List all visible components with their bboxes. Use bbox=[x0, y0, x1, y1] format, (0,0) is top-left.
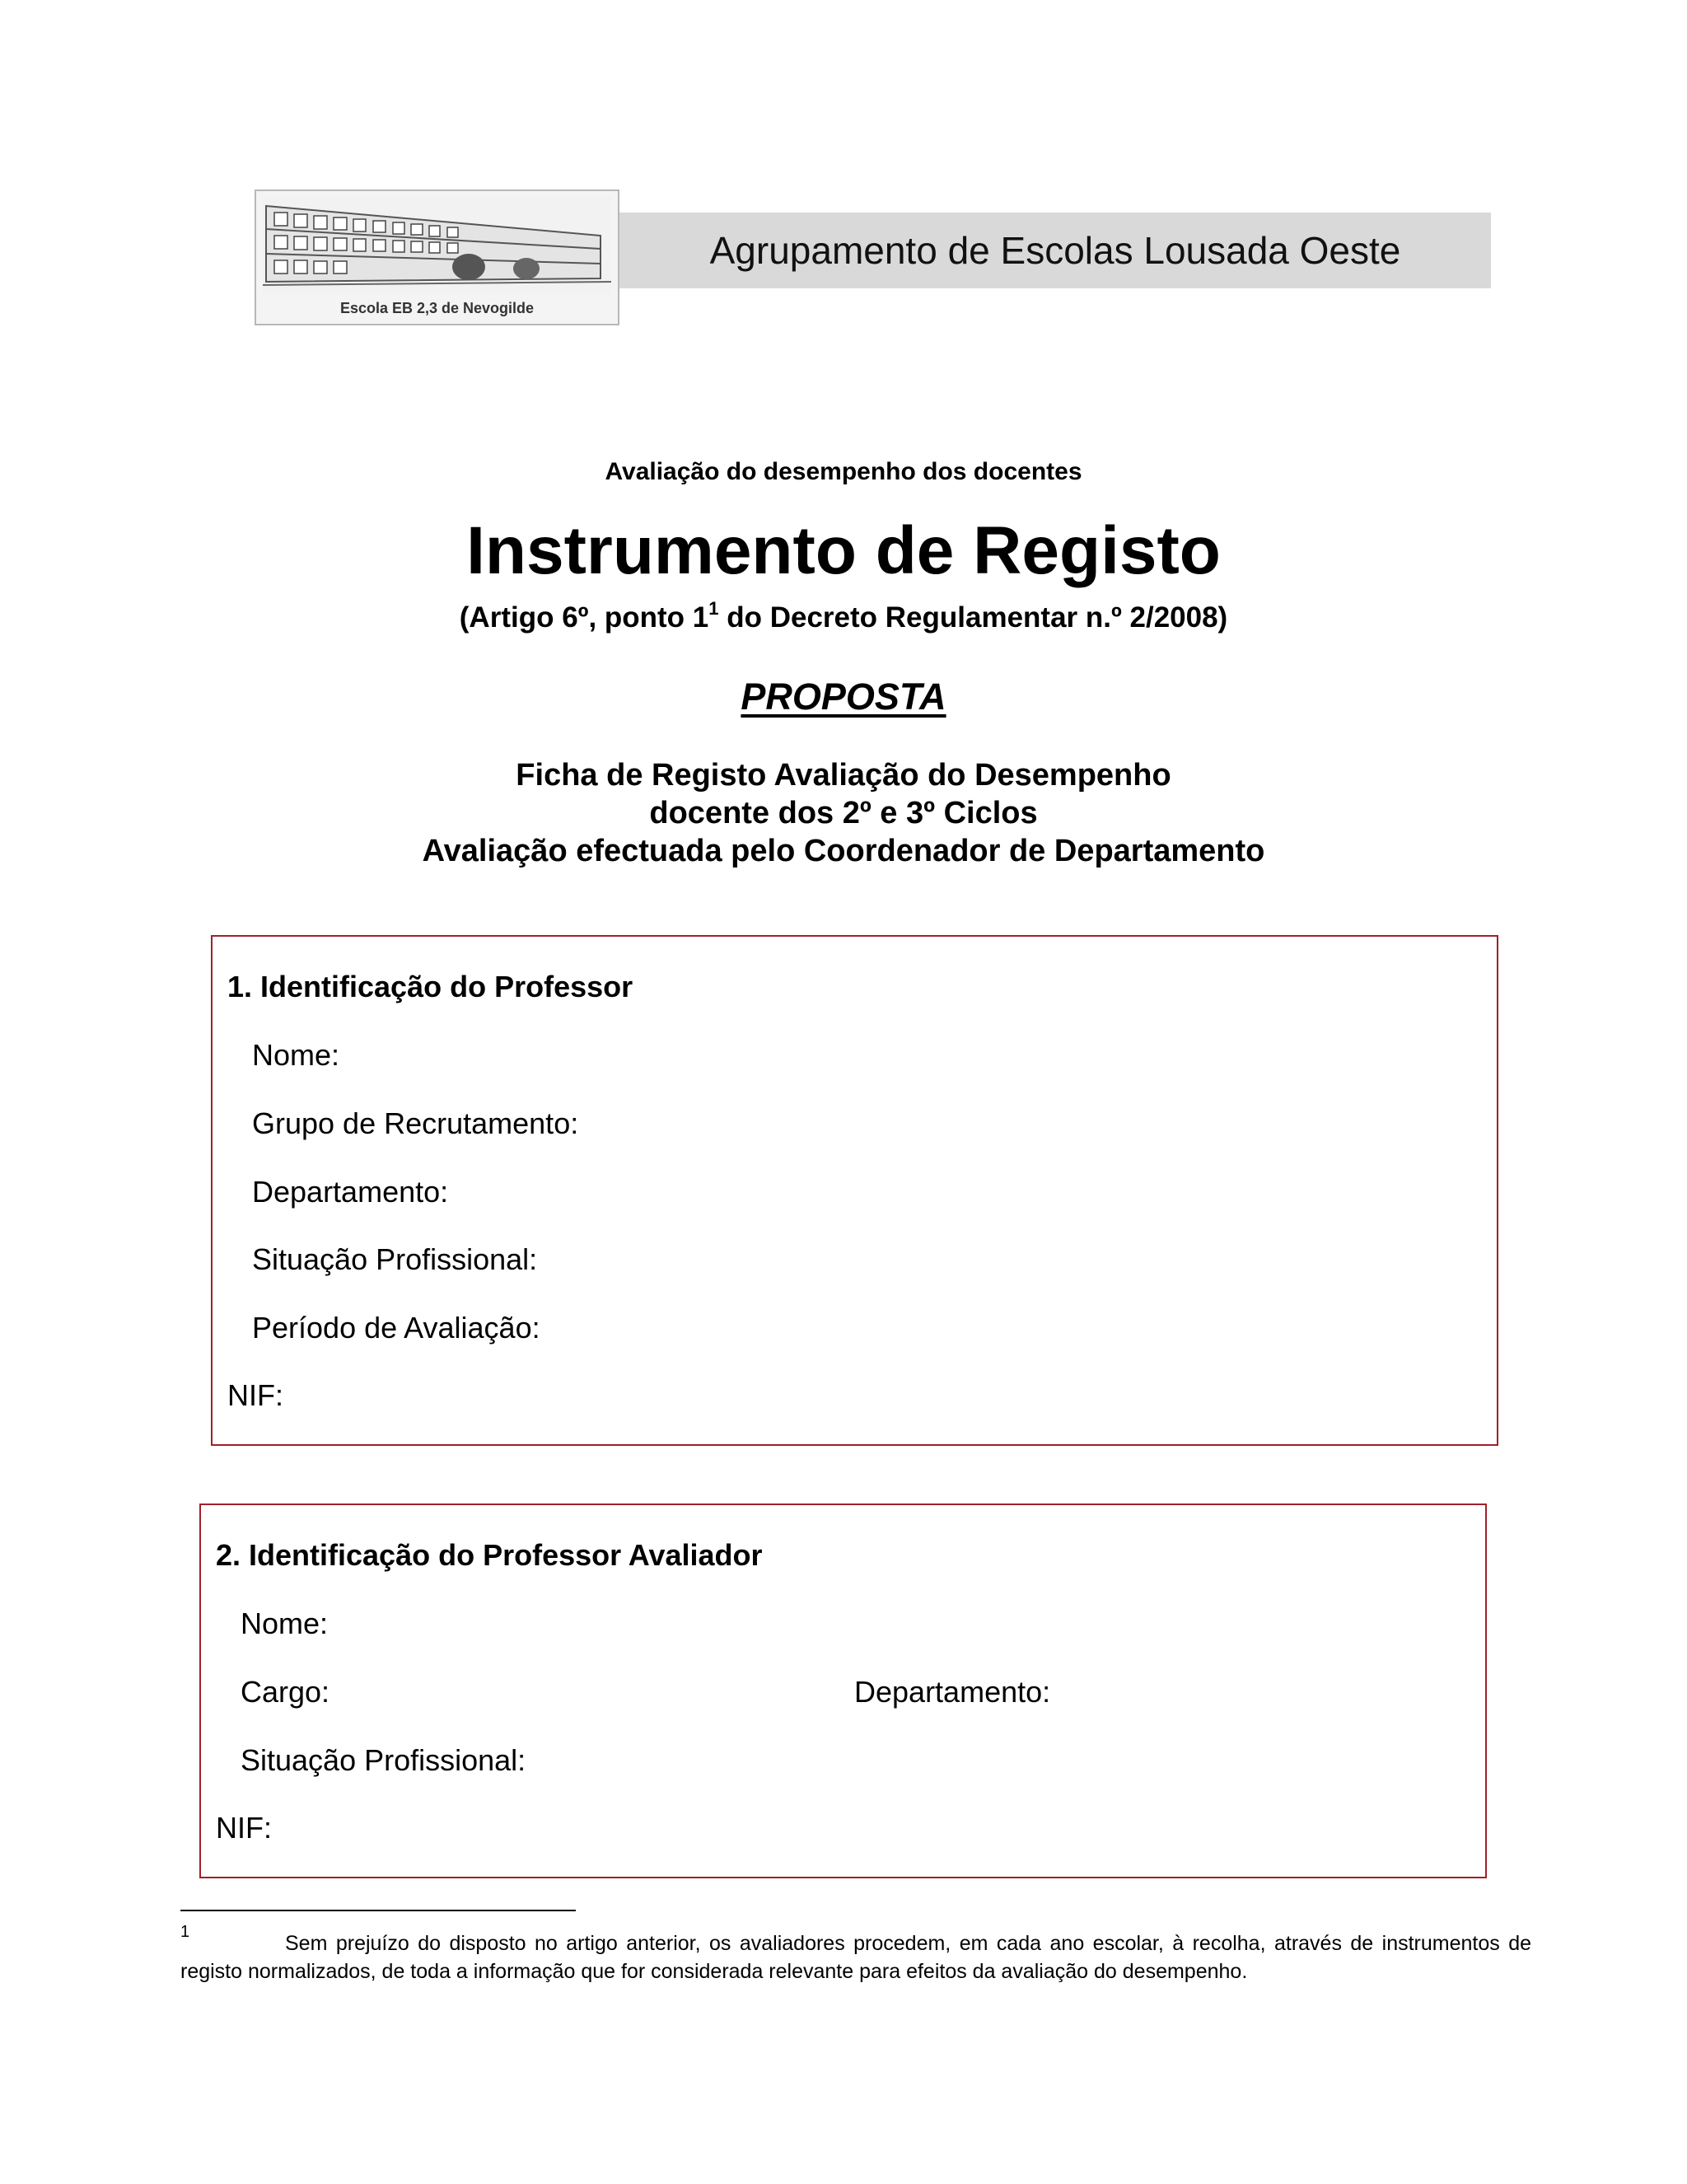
field-departamento-label: Departamento: bbox=[854, 1675, 1051, 1709]
legal-reference-suffix: do Decreto Regulamentar n.º 2/2008) bbox=[718, 601, 1228, 634]
organization-banner: Agrupamento de Escolas Lousada Oeste bbox=[619, 213, 1491, 288]
field-situacao-label: Situação Profissional: bbox=[252, 1242, 538, 1276]
logo-caption: Escola EB 2,3 de Nevogilde bbox=[339, 300, 535, 316]
sheet-title-line: Ficha de Registo Avaliação do Desempenho bbox=[516, 758, 1171, 793]
field-nome-label: Nome: bbox=[252, 1038, 340, 1072]
footnote-text: Sem prejuízo do disposto no artigo anterior, os avaliadores procedem, em cada ano escolar, à recolha, através de instrumentos de registo normalizados, de toda a informação que for considerada relevante para efeitos da avaliação do desempenho. bbox=[180, 1932, 1531, 1983]
page-title: Instrumento de Registo bbox=[466, 513, 1221, 588]
teacher-identification-section bbox=[211, 935, 1498, 1446]
field-grupo-label: Grupo de Recrutamento: bbox=[252, 1106, 579, 1140]
document-subject: Avaliação do desempenho dos docentes bbox=[605, 458, 1082, 485]
field-situacao-label: Situação Profissional: bbox=[241, 1743, 526, 1777]
field-cargo-label: Cargo: bbox=[241, 1675, 330, 1709]
sheet-title-line: docente dos 2º e 3º Ciclos bbox=[649, 796, 1038, 830]
evaluator-identification-section bbox=[199, 1504, 1487, 1878]
footnote-mark: 1 bbox=[708, 598, 719, 619]
legal-reference bbox=[0, 598, 1687, 634]
school-building-image bbox=[263, 196, 611, 295]
section-title: 2. Identificação do Professor Avaliador bbox=[216, 1538, 763, 1572]
sheet-title-line: Avaliação efectuada pelo Coordenador de Departamento bbox=[422, 834, 1265, 868]
section-title: 1. Identificação do Professor bbox=[227, 970, 633, 1003]
field-departamento-label: Departamento: bbox=[252, 1175, 449, 1209]
footnote-number: 1 bbox=[180, 1923, 190, 1941]
document-status: PROPOSTA bbox=[741, 676, 946, 718]
field-nif-label: NIF: bbox=[227, 1378, 283, 1412]
field-nome-label: Nome: bbox=[241, 1606, 329, 1640]
legal-reference-prefix: (Artigo 6º, ponto 1 bbox=[459, 601, 709, 634]
school-logo bbox=[255, 189, 619, 325]
field-nif-label: NIF: bbox=[216, 1811, 272, 1845]
footnote-separator bbox=[180, 1910, 576, 1911]
field-periodo-label: Período de Avaliação: bbox=[252, 1311, 540, 1345]
